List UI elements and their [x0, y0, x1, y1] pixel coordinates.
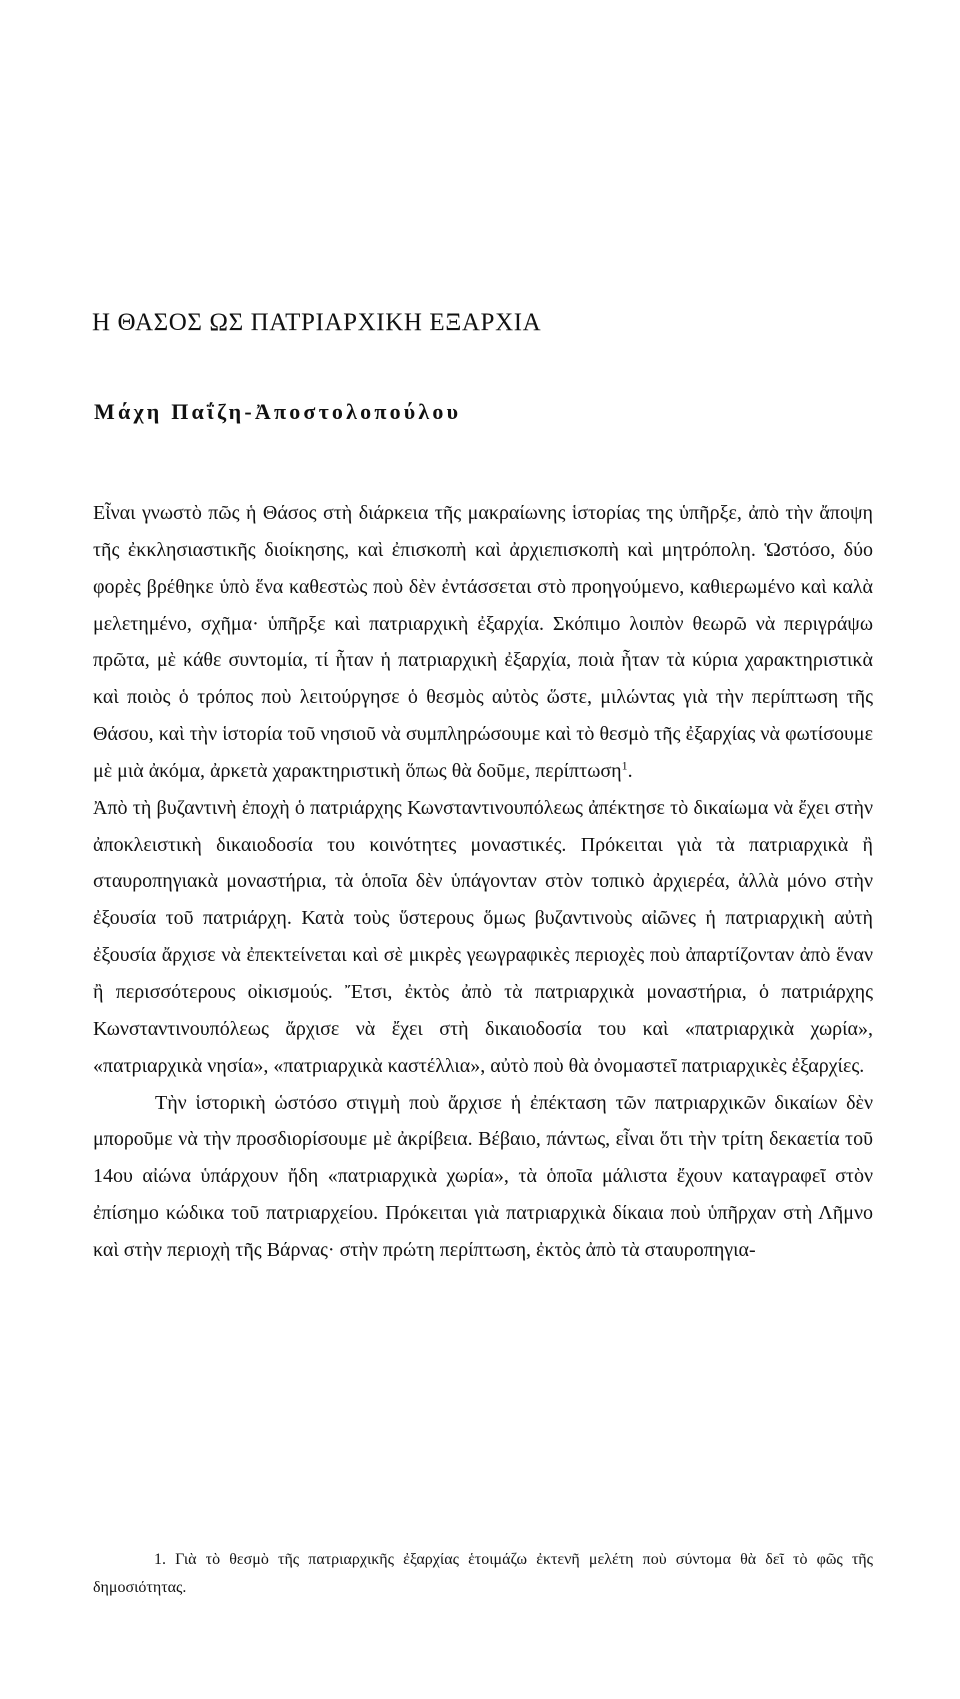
footnote-reference: 1 — [621, 758, 628, 773]
footnote — [93, 1546, 873, 1602]
article-title: Η ΘΑΣΟΣ ΩΣ ΠΑΤΡΙΑΡΧΙΚΗ ΕΞΑΡΧΙΑ — [92, 309, 542, 336]
body-paragraph: Εἶναι γνωστὸ πῶς ἡ Θάσος στὴ διάρκεια τῆς μακραίωνης ἱστορίας της ὑπῆρξε, ἀπὸ τὴν ἄποψη τῆς ἐκκλησιαστικῆς διοίκησης, καὶ ἐπισκοπὴ καὶ ἀρχιεπισκοπὴ καὶ μητρόπολη. Ὡστόσο, δύο φορὲς βρέθηκε ὑπὸ ἕνα καθεστὼς ποὺ δὲν ἐντάσσεται στὸ προηγούμενο, καθιερωμένο καὶ καλὰ μελετημένο, σχῆμα· ὑπῆρξε καὶ πατριαρχικὴ ἐξαρχία. Σκόπιμο λοιπὸν θεωρῶ νὰ περιγράψω πρῶτα, μὲ κάθε συντομία, τί ἦταν ἡ πατριαρχικὴ ἐξαρχία, ποιὰ ἦταν τὰ κύρια χαρακτηριστικὰ καὶ ποιὸς ὁ τρόπος ποὺ λειτούργησε ὁ θεσμὸς αὐτὸς ὥστε, μιλώντας γιὰ τὴν περίπτωση τῆς Θάσου, καὶ τὴν ἱστορία τοῦ νησιοῦ νὰ συμπληρώσουμε καὶ τὸ θεσμὸ τῆς ἐξαρχίας νὰ φωτίσουμε μὲ μιὰ ἀκόμα, ἀρκετὰ χαρακτηριστικὴ ὅπως θὰ δοῦμε, περίπτωση$^1$. — [93, 502, 873, 782]
body-paragraph: Ἀπὸ τὴ βυζαντινὴ ἐποχὴ ὁ πατριάρχης Κωνσταντινουπόλεως ἀπέκτησε τὸ δικαίωμα νὰ ἔχει στὴν ἀποκλειστικὴ δικαιοδοσία του κοινότητες μοναστικές. Πρόκειται γιὰ τὰ πατριαρχικὰ ἢ σταυροπηγιακὰ μοναστήρια, τὰ ὁποῖα δὲν ὑπάγονταν στὸν τοπικὸ ἀρχιερέα, ἀλλὰ μόνο στὴν ἐξουσία τοῦ πατριάρχη. Κατὰ τοὺς ὕστερους ὅμως βυζαντινοὺς αἰῶνες ἡ πατριαρχικὴ αὐτὴ ἐξουσία ἄρχισε νὰ ἐπεκτείνεται καὶ σὲ μικρὲς γεωγραφικὲς περιοχὲς ποὺ ἀπαρτίζονταν ἀπὸ ἕναν ἢ περισσότερους οἰκισμούς. Ἔτσι, ἐκτὸς ἀπὸ τὰ πατριαρχικὰ μοναστήρια, ὁ πατριάρχης Κωνσταντινουπόλεως ἄρχισε νὰ ἔχει στὴ δικαιοδοσία του καὶ «πατριαρχικὰ χωρία», «πατριαρχικὰ νησία», «πατριαρχικὰ καστέλλια», αὐτὸ ποὺ θὰ ὀνομαστεῖ πατριαρχικὲς ἐξαρχίες. — [93, 796, 873, 1077]
body-paragraph: Τὴν ἱστορικὴ ὡστόσο στιγμὴ ποὺ ἄρχισε ἡ ἐπέκταση τῶν πατριαρχικῶν δικαίων δὲν μποροῦμε νὰ τὴν προσδιορίσουμε μὲ ἀκρίβεια. Βέβαιο, πάντως, εἶναι ὅτι τὴν τρίτη δεκαετία τοῦ 14ου αἰώνα ὑπάρχουν ἤδη «πατριαρχικὰ χωρία», τὰ ὁποῖα μάλιστα ἔχουν καταγραφεῖ στὸν ἐπίσημο κώδικα τοῦ πατριαρχείου. Πρόκειται γιὰ πατριαρχικὰ δίκαια ποὺ ὑπῆρχαν στὴ Λῆμνο καὶ στὴν περιοχὴ τῆς Βάρνας· στὴν πρώτη περίπτωση, ἐκτὸς ἀπὸ τὰ σταυροπηγια- — [93, 1091, 873, 1261]
article-body — [93, 495, 873, 1269]
author-name: Μάχη Παΐζη-Ἀποστολοπούλου — [94, 399, 462, 424]
paragraph-text: Εἶναι γνωστὸ πῶς ἡ Θάσος στὴ διάρκεια τῆς μακραίωνης ἱστορίας της ὑπῆρξε, ἀπὸ τὴν ἄποψη τῆς ἐκκλησιαστικῆς διοίκησης, καὶ ἐπισκοπὴ καὶ ἀρχιεπισκοπὴ καὶ μητρόπολη. Ὡστόσο, δύο φορὲς βρέθηκε ὑπὸ ἕνα καθεστὼς ποὺ δὲν ἐντάσσεται στὸ προηγούμενο, καθιερωμένο καὶ καλὰ μελετημένο, σχῆμα· ὑπῆρξε καὶ πατριαρχικὴ ἐξαρχία. Σκόπιμο λοιπὸν θεωρῶ νὰ περιγράψω πρῶτα, μὲ κάθε συντομία, τί ἦταν ἡ πατριαρχικὴ ἐξαρχία, ποιὰ ἦταν τὰ κύρια χαρακτηριστικὰ καὶ ποιὸς ὁ τρόπος ποὺ λειτούργησε ὁ θεσμὸς αὐτὸς ὥστε, μιλώντας γιὰ τὴν περίπτωση τῆς Θάσου, καὶ τὴν ἱστορία τοῦ νησιοῦ νὰ συμπληρώσουμε καὶ τὸ θεσμὸ τῆς ἐξαρχίας νὰ φωτίσουμε μὲ μιὰ ἀκόμα, ἀρκετὰ χαρακτηριστικὴ ὅπως θὰ δοῦμε, περίπτωση — [93, 502, 873, 782]
footnote-text: 1. Γιὰ τὸ θεσμὸ τῆς πατριαρχικῆς ἐξαρχίας ἑτοιμάζω ἐκτενῆ μελέτη ποὺ σύντομα θὰ δεῖ τὸ φῶς τῆς δημοσιότητας. — [93, 1551, 873, 1596]
